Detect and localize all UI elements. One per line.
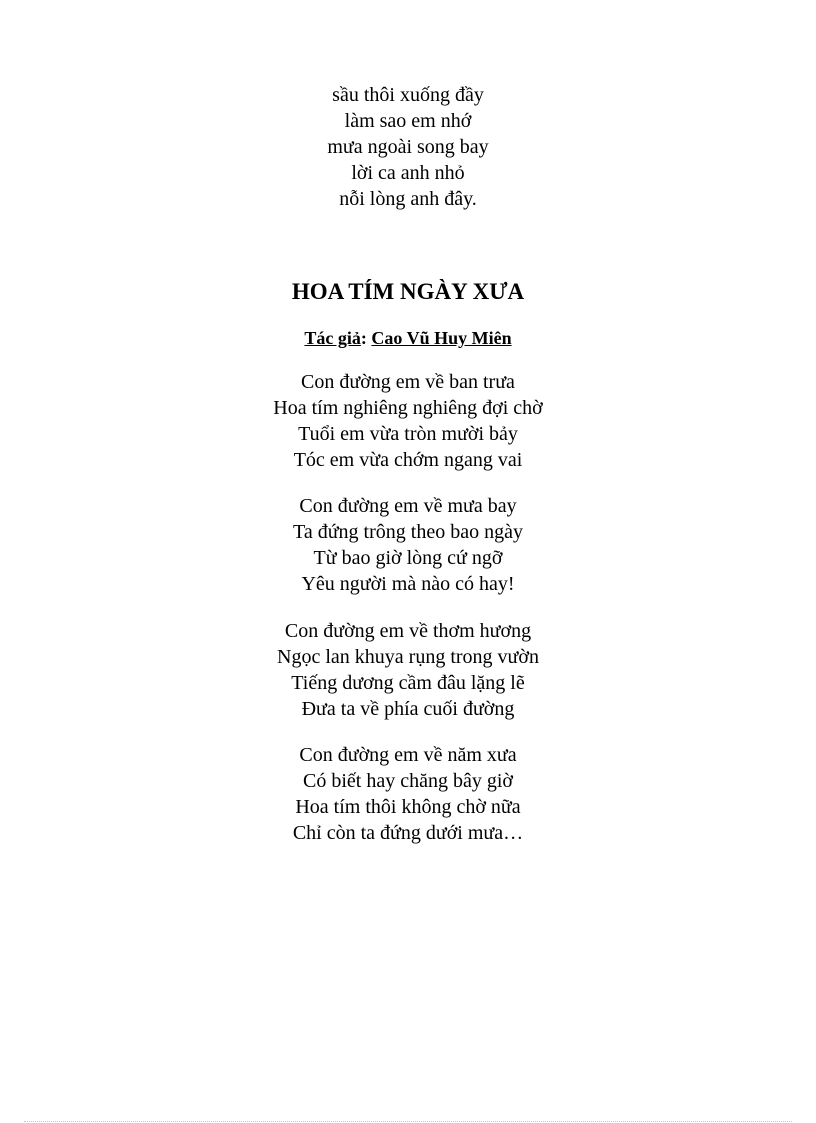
poem-line: sầu thôi xuống đầy [332,84,484,106]
poem-line: Yêu người mà nào có hay! [301,573,515,595]
previous-poem-ending-stanza [0,82,816,212]
poem-line: lời ca anh nhỏ [351,162,465,184]
author-byline [0,327,816,349]
poem-line: Ngọc lan khuya rụng trong vườn [277,646,539,668]
author-name: Cao Vũ Huy Miên [371,328,512,348]
stanza-2 [0,493,816,597]
poem-line: làm sao em nhớ [344,110,472,132]
poem-line: nỗi lòng anh đây. [339,188,477,210]
poem-line: Hoa tím thôi không chờ nữa [295,796,521,818]
poem-line: Ta đứng trông theo bao ngày [293,521,523,543]
poem-line: Con đường em về thơm hương [284,620,532,642]
poem-line: Đưa ta về phía cuối đường [301,698,515,720]
poem-line: Tuổi em vừa tròn mười bảy [298,423,518,445]
poem-line: Con đường em về ban trưa [301,371,515,393]
poem-line: Từ bao giờ lòng cứ ngỡ [313,547,503,569]
poem-line: Tiếng dương cầm đâu lặng lẽ [291,672,525,694]
stanza-4 [0,742,816,846]
poem-line: mưa ngoài song bay [327,136,489,158]
poem-line: Hoa tím nghiêng nghiêng đợi chờ [273,397,543,419]
byline-separator: : [360,328,372,348]
poem-line: Có biết hay chăng bây giờ [303,770,513,792]
stanza-1 [0,369,816,473]
poem-line: Con đường em về năm xưa [299,744,517,766]
poem-title: HOA TÍM NGÀY XƯA [291,279,525,304]
page-bottom-dotted-rule [24,1121,792,1122]
poem-line: Con đường em về mưa bay [299,495,517,517]
author-label: Tác giả [304,328,361,348]
poem-line: Chỉ còn ta đứng dưới mưa… [292,822,524,844]
stanza-3 [0,618,816,722]
poem-line: Tóc em vừa chớm ngang vai [293,449,523,471]
